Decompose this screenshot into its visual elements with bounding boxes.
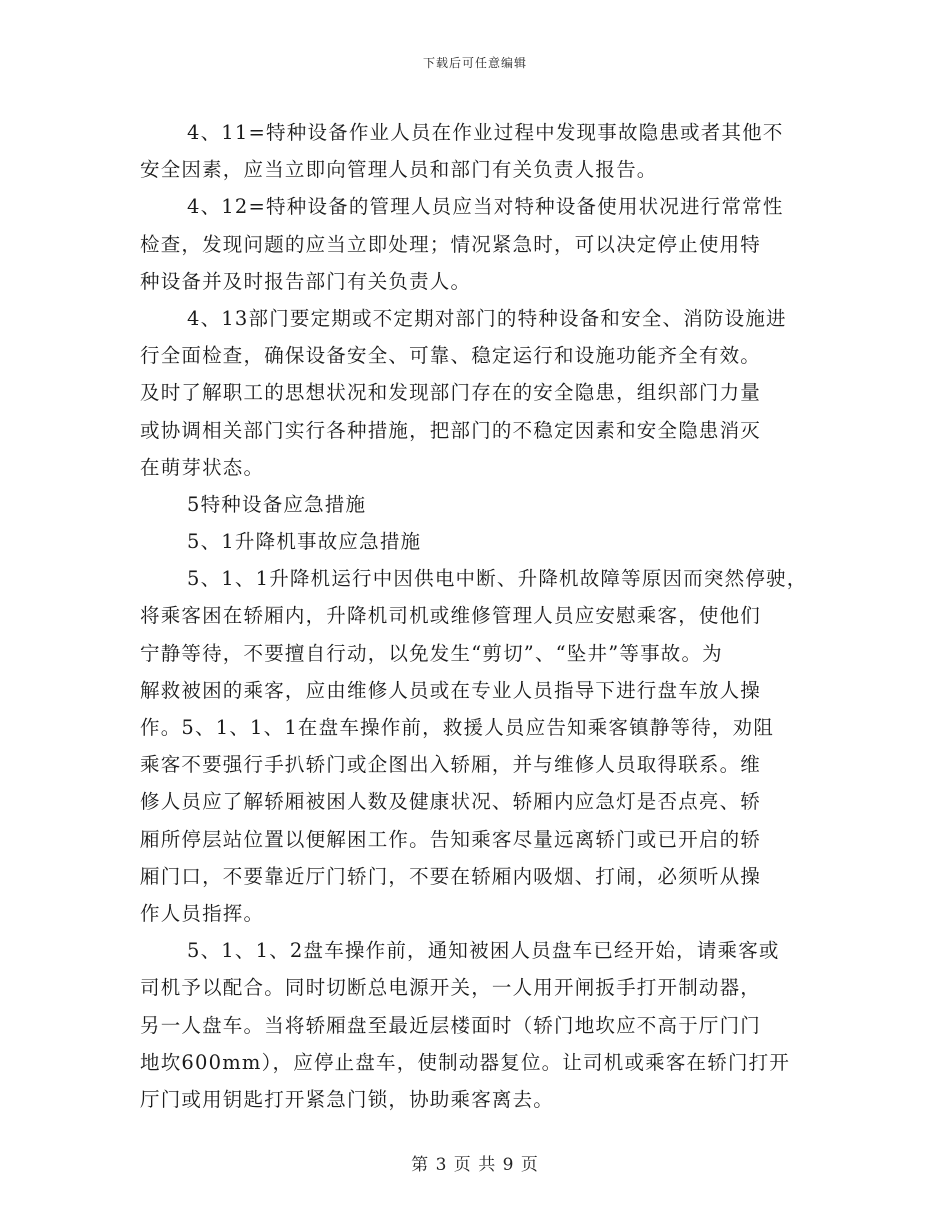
text-line: 及时了解职工的思想状况和发现部门存在的安全隐患，组织部门力量 xyxy=(140,381,762,405)
text-line: 司机予以配合。同时切断总电源开关，一人用开闸扳手打开制动器， xyxy=(140,976,762,1000)
text-line: 5、1、1升降机运行中因供电中断、升降机故障等原因而突然停驶， xyxy=(187,567,808,591)
text-line: 乘客不要强行手扒轿门或企图出入轿厢，并与维修人员取得联系。维 xyxy=(140,753,762,777)
text-line: 4、11=特种设备作业人员在作业过程中发现事故隐患或者其他不 xyxy=(187,121,784,144)
text-line: 地坎600mm），应停止盘车，使制动器复位。让司机或乘客在轿门打开 xyxy=(140,1050,791,1074)
text-line: 或协调相关部门实行各种措施，把部门的不稳定因素和安全隐患消灭 xyxy=(140,418,762,442)
text-line: 将乘客困在轿厢内，升降机司机或维修管理人员应安慰乘客，使他们 xyxy=(140,604,762,628)
page-number-footer: 第 3 页 共 9 页 xyxy=(411,1155,539,1175)
text-line: 解救被困的乘客，应由维修人员或在专业人员指导下进行盘车放人操 xyxy=(140,678,762,702)
text-line: 厅门或用钥匙打开紧急门锁，协助乘客离去。 xyxy=(140,1087,555,1111)
document-body xyxy=(140,114,820,1118)
header-note: 下载后可任意编辑 xyxy=(422,56,527,70)
text-line: 厢所停层站位置以便解困工作。告知乘客尽量远离轿门或已开启的轿 xyxy=(140,827,762,851)
text-line: 作人员指挥。 xyxy=(140,901,265,925)
text-line: 4、13部门要定期或不定期对部门的特种设备和安全、消防设施进 xyxy=(187,306,787,330)
text-line: 在萌芽状态。 xyxy=(140,455,265,479)
text-line: 种设备并及时报告部门有关负责人。 xyxy=(140,269,472,293)
text-line: 修人员应了解轿厢被困人数及健康状况、轿厢内应急灯是否点亮、轿 xyxy=(140,790,762,814)
text-line: 另一人盘车。当将轿厢盘至最近层楼面时（轿门地坎应不高于厅门门 xyxy=(140,1013,762,1037)
text-line: 安全因素，应当立即向管理人员和部门有关负责人报告。 xyxy=(140,158,658,182)
text-line: 行全面检查，确保设备安全、可靠、稳定运行和设施功能齐全有效。 xyxy=(140,344,762,368)
text-line: 4、12=特种设备的管理人员应当对特种设备使用状况进行常常性 xyxy=(187,195,784,219)
text-line: 作。5、1、1、1在盘车操作前，救援人员应告知乘客镇静等待，劝阻 xyxy=(140,716,775,739)
text-line: 5、1、1、2盘车操作前，通知被困人员盘车已经开始，请乘客或 xyxy=(187,939,780,963)
text-line: 厢门口，不要靠近厅门轿门，不要在轿厢内吸烟、打闹，必须听从操 xyxy=(140,864,762,888)
text-line: 宁静等待，不要擅自行动，以免发生“剪切”、“坠井”等事故。为 xyxy=(140,641,723,665)
text-line: 5特种设备应急措施 xyxy=(187,492,367,516)
text-line: 5、1升降机事故应急措施 xyxy=(187,530,422,554)
text-line: 检查，发现问题的应当立即处理；情况紧急时，可以决定停止使用特 xyxy=(140,232,762,256)
